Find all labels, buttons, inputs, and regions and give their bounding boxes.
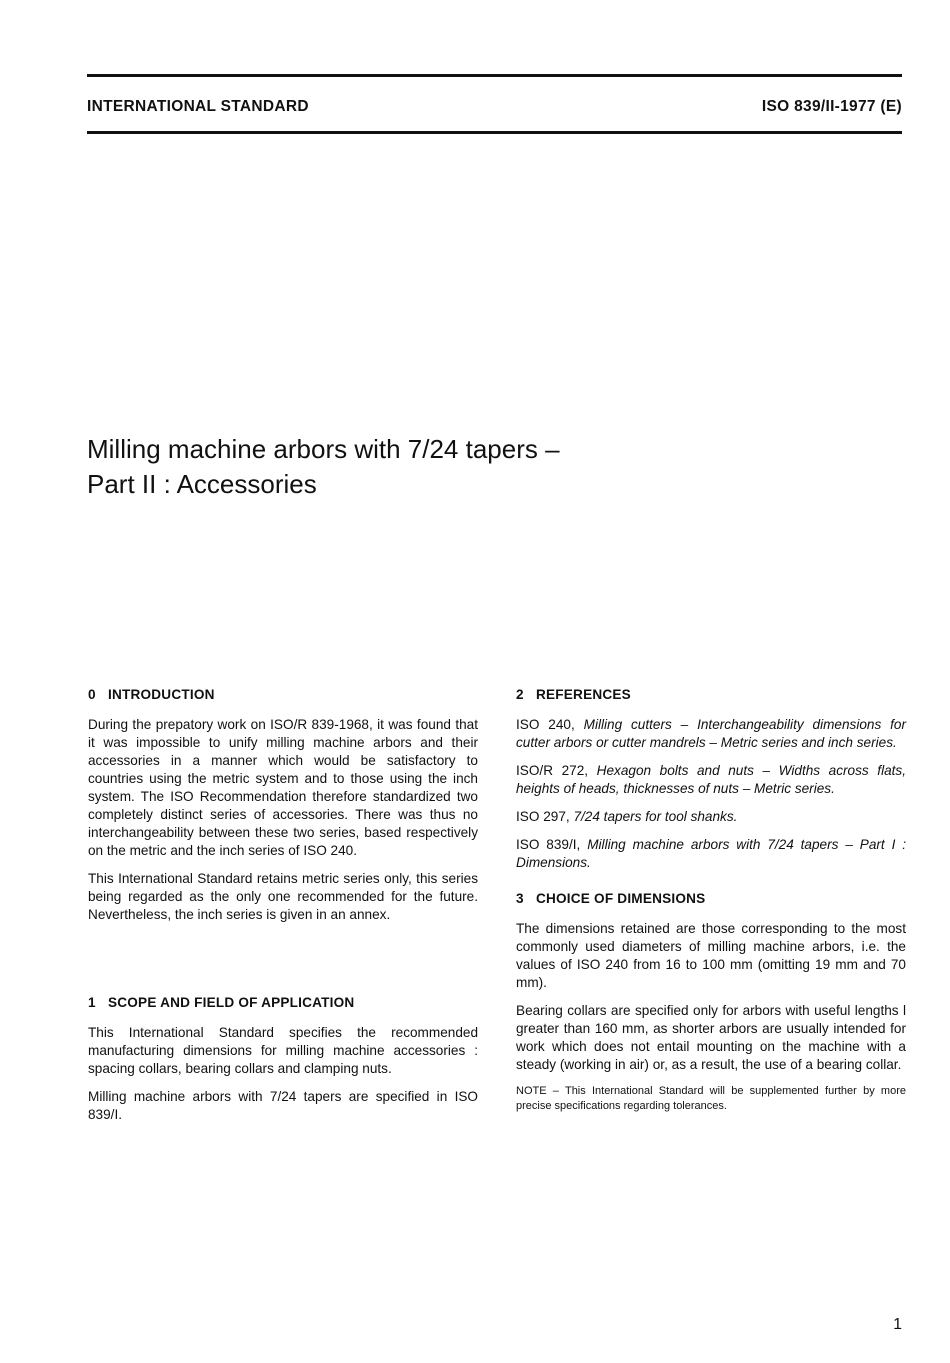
choice-paragraph: The dimensions retained are those corresponding to the most commonly used diameters of milling machine arbors, i.e. the values of ISO 240 from 16 to 100 mm (omitting 19 mm and 70 mm).	[516, 921, 906, 990]
scope-paragraph: Milling machine arbors with 7/24 tapers are specified in ISO 839/I.	[88, 1089, 478, 1122]
title-line-2: Part II : Accessories	[87, 469, 317, 499]
introduction-paragraph: During the prepatory work on ISO/R 839-1968, it was found that it was impossible to unify milling machine arbors and their accessories in a manner which would be satisfactory to countries using the metric system and to those using the inch system. The ISO Recommendation therefore standardized two completely distinct series of accessories. There was thus no interchangeability between these two series, based respectively on the metric and the inch series of ISO 240.	[88, 717, 478, 858]
section-heading-scope: 1 SCOPE AND FIELD OF APPLICATION	[88, 995, 355, 1010]
document-number: ISO 839/II-1977 (E)	[761, 98, 902, 115]
section-heading-choice-of-dimensions: 3 CHOICE OF DIMENSIONS	[516, 891, 706, 906]
section-heading-introduction: 0 INTRODUCTION	[88, 687, 215, 702]
title-line-1: Milling machine arbors with 7/24 tapers –	[87, 434, 560, 464]
header-top-rule	[87, 74, 902, 77]
document-type: INTERNATIONAL STANDARD	[87, 98, 309, 115]
reference-item: ISO/R 272, Hexagon bolts and nuts – Widths across flats, heights of heads, thicknesses of nuts – Metric series.	[516, 763, 907, 796]
note: NOTE – This International Standard will be supplemented further by more precise specifications regarding tolerances.	[516, 1085, 906, 1112]
right-column	[516, 686, 906, 1124]
header-bottom-rule	[87, 131, 902, 134]
reference-item: ISO 297, 7/24 tapers for tool shanks.	[516, 809, 738, 824]
scope-paragraph: This International Standard specifies the recommended manufacturing dimensions for milling machine accessories : spacing collars, bearing collars and clamping nuts.	[88, 1025, 478, 1076]
left-column	[88, 686, 478, 1134]
section-heading-references: 2 REFERENCES	[516, 687, 631, 702]
introduction-paragraph: This International Standard retains metric series only, this series being regarded as the only one recommended for the future. Nevertheless, the inch series is given in an annex.	[88, 871, 478, 922]
page-number: 1	[893, 1316, 902, 1333]
reference-item: ISO 839/I, Milling machine arbors with 7/24 tapers – Part I : Dimensions.	[516, 837, 906, 870]
choice-paragraph: Bearing collars are specified only for arbors with useful lengths l greater than 160 mm, as shorter arbors are usually intended for work which does not entail mounting on the machine with a steady (working in air) or, as a result, the use of a bearing collar.	[516, 1003, 906, 1072]
document-title	[87, 432, 560, 502]
reference-item: ISO 240, Milling cutters – Interchangeability dimensions for cutter arbors or cutter mandrels – Metric series and inch series.	[516, 717, 906, 750]
